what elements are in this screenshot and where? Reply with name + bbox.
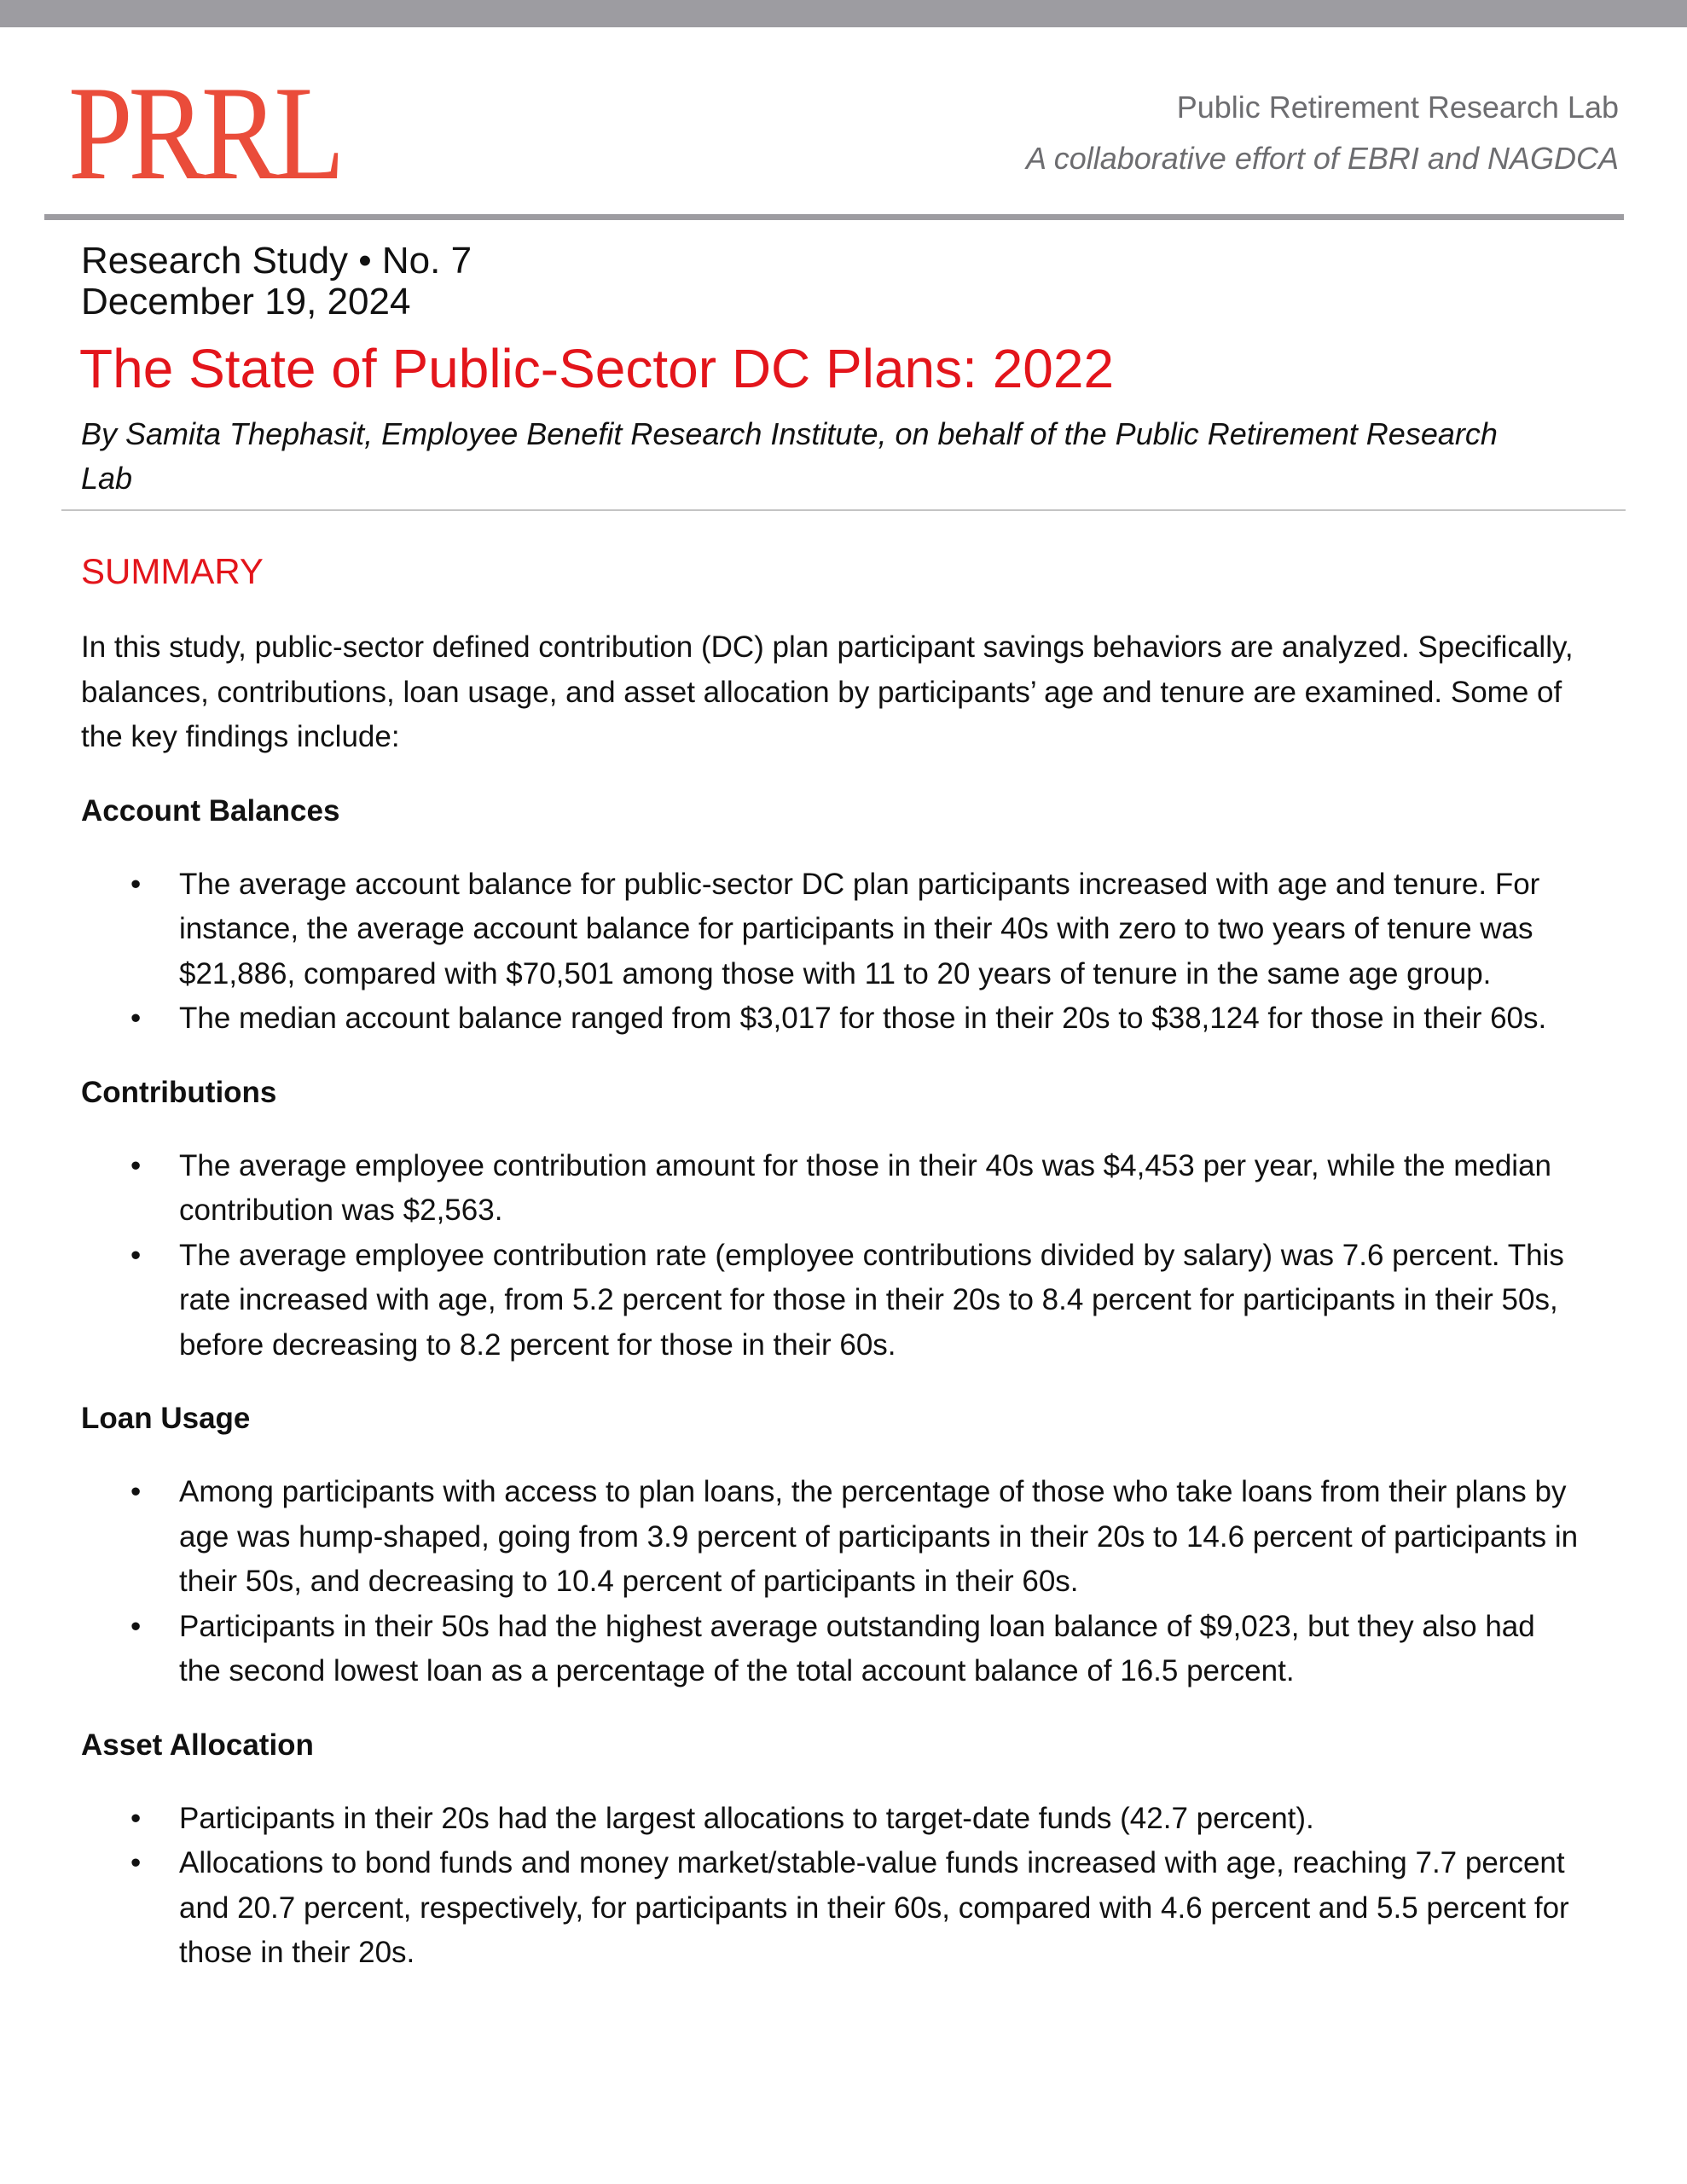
list-item	[81, 996, 1582, 1042]
summary-intro: In this study, public-sector defined contribution (DC) plan participant savings behaviors are analyzed. Specifically, balances, contributions, loan usage, and asset allocation by participants’ age and tenure are examined. Some of the key findings include:	[81, 630, 1574, 753]
list-item	[81, 1144, 1582, 1234]
list-item	[81, 1605, 1582, 1694]
section-loan-usage	[81, 1395, 1582, 1694]
findings-list	[81, 863, 1582, 1042]
org-name: Public Retirement Research Lab	[1176, 90, 1619, 125]
header-divider	[44, 214, 1624, 220]
prrl-logo: PRRL	[68, 59, 341, 208]
section-contributions	[81, 1069, 1582, 1368]
list-item	[81, 1841, 1582, 1976]
list-item-text: Among participants with access to plan loans, the percentage of those who take loans from their plans by age was hump-shaped, going from 3.9 percent of participants in their 20s to 14.6 percent of participants in their 50s, and decreasing to 10.4 percent of participants in their 60s.	[179, 1475, 1579, 1598]
bullet-icon: •	[130, 867, 142, 901]
bullet-icon: •	[130, 1002, 142, 1035]
list-item-text: Allocations to bond funds and money market/stable-value funds increased with age, reaching 7.7 percent and 20.7 percent, respectively, for participants in their 60s, compared with 4.6 percent and 5.5 percent for those in their 20s.	[179, 1846, 1569, 1969]
byline: By Samita Thephasit, Employee Benefit Research Institute, on behalf of the Public Retirement Research Lab	[81, 416, 1498, 496]
section-heading: Account Balances	[81, 793, 340, 828]
list-item-text: The average account balance for public-sector DC plan participants increased with age and tenure. For instance, the average account balance for participants in their 40s with zero to two years of tenure was $21,886, compared with $70,501 among those with 11 to 20 years of tenure in the same age group.	[179, 867, 1540, 990]
list-item	[81, 1797, 1582, 1842]
section-heading: Contributions	[81, 1075, 277, 1109]
bullet-icon: •	[130, 1609, 142, 1643]
section-heading: Asset Allocation	[81, 1728, 314, 1762]
bullet-icon: •	[130, 1238, 142, 1272]
publication-date: December 19, 2024	[81, 281, 411, 322]
section-account-balances	[81, 787, 1582, 1042]
list-item-text: The average employee contribution amount for those in their 40s was $4,453 per year, while the median contribution was $2,563.	[179, 1148, 1552, 1227]
list-item-text: The median account balance ranged from $3,017 for those in their 20s to $38,124 for those in their 60s.	[179, 1002, 1547, 1035]
summary-heading: SUMMARY	[81, 551, 264, 591]
study-series: Research Study • No. 7	[81, 240, 472, 282]
section-asset-allocation	[81, 1722, 1582, 1976]
bullet-icon: •	[130, 1846, 142, 1879]
byline-divider	[61, 509, 1626, 511]
list-item	[81, 863, 1582, 997]
findings-list	[81, 1470, 1582, 1694]
bullet-icon: •	[130, 1148, 142, 1182]
summary-content	[81, 625, 1582, 2003]
top-bar	[0, 0, 1687, 27]
page-title: The State of Public-Sector DC Plans: 2022	[79, 338, 1115, 399]
list-item	[81, 1470, 1582, 1605]
list-item-text: Participants in their 20s had the largest allocations to target-date funds (42.7 percent).	[179, 1801, 1314, 1835]
bullet-icon: •	[130, 1475, 142, 1508]
findings-list	[81, 1797, 1582, 1976]
list-item-text: Participants in their 50s had the highest average outstanding loan balance of $9,023, but they also had the second lowest loan as a percentage of the total account balance of 16.5 percent.	[179, 1609, 1535, 1687]
list-item-text: The average employee contribution rate (employee contributions divided by salary) was 7.6 percent. This rate increased with age, from 5.2 percent for those in their 20s to 8.4 percent for participants in their 50s, before decreasing to 8.2 percent for those in their 60s.	[179, 1238, 1564, 1362]
section-heading: Loan Usage	[81, 1402, 251, 1435]
org-block	[1026, 82, 1619, 184]
bullet-icon: •	[130, 1801, 142, 1835]
org-tagline: A collaborative effort of EBRI and NAGDCA	[1026, 141, 1619, 176]
findings-list	[81, 1144, 1582, 1368]
list-item	[81, 1234, 1582, 1368]
